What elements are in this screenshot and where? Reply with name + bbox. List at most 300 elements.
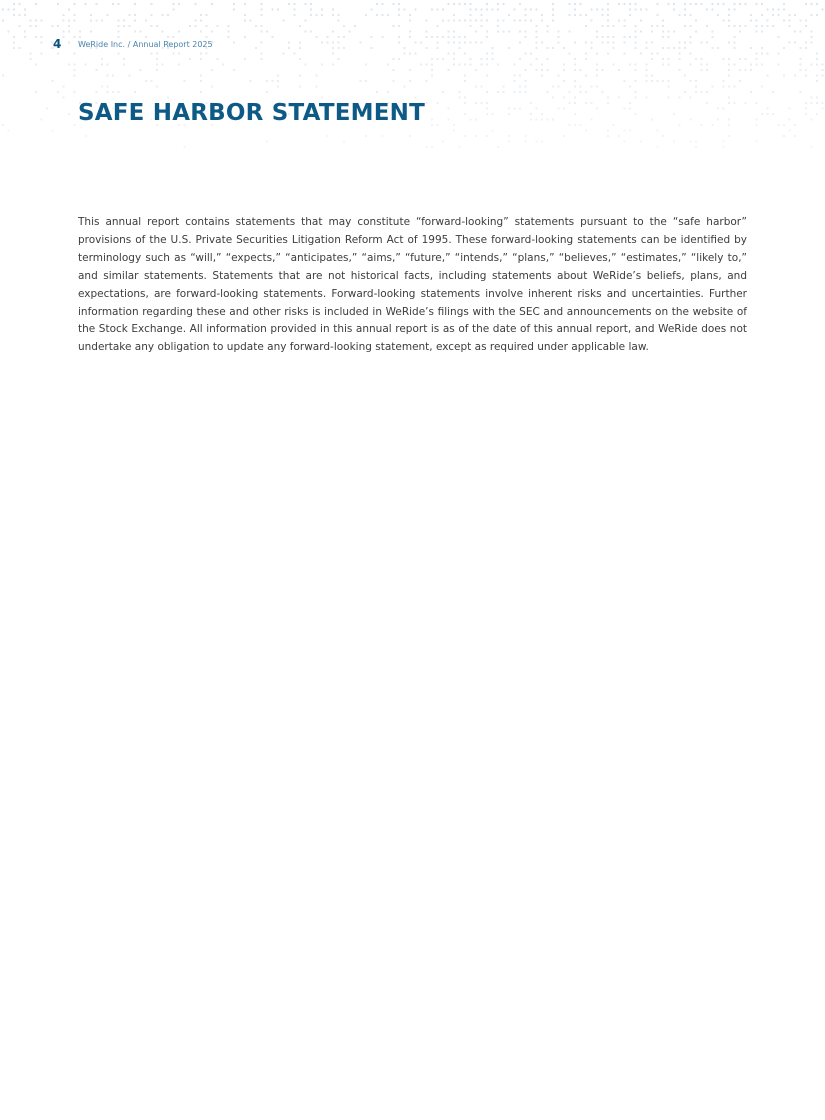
- pattern-dot: [756, 25, 758, 27]
- pattern-dot: [761, 3, 763, 5]
- pattern-dot: [811, 42, 813, 44]
- pattern-dot: [486, 91, 488, 93]
- pattern-dot: [514, 64, 516, 66]
- pattern-dot: [277, 75, 279, 77]
- pattern-dot: [706, 42, 708, 44]
- pattern-dot: [668, 86, 670, 88]
- pattern-dot: [244, 3, 246, 5]
- pattern-dot: [343, 25, 345, 27]
- pattern-dot: [734, 42, 736, 44]
- pattern-dot: [206, 25, 208, 27]
- pattern-dot: [739, 3, 741, 5]
- pattern-dot: [173, 3, 175, 5]
- pattern-dot: [822, 69, 824, 71]
- pattern-dot: [767, 75, 769, 77]
- pattern-dot: [46, 108, 48, 110]
- pattern-dot: [19, 3, 21, 5]
- pattern-dot: [398, 58, 400, 60]
- pattern-dot: [68, 9, 70, 11]
- pattern-dot: [783, 3, 785, 5]
- pattern-dot: [536, 9, 538, 11]
- pattern-dot: [816, 58, 818, 60]
- pattern-dot: [453, 58, 455, 60]
- pattern-dot: [464, 80, 466, 82]
- pattern-dot: [558, 42, 560, 44]
- pattern-dot: [481, 64, 483, 66]
- pattern-dot: [530, 102, 532, 104]
- pattern-dot: [442, 9, 444, 11]
- pattern-dot: [387, 64, 389, 66]
- pattern-dot: [332, 14, 334, 16]
- pattern-dot: [486, 113, 488, 115]
- pattern-dot: [448, 108, 450, 110]
- pattern-dot: [134, 31, 136, 33]
- pattern-dot: [486, 20, 488, 22]
- pattern-dot: [547, 69, 549, 71]
- pattern-dot: [673, 113, 675, 115]
- pattern-dot: [629, 9, 631, 11]
- pattern-dot: [294, 53, 296, 55]
- pattern-dot: [580, 86, 582, 88]
- pattern-dot: [805, 25, 807, 27]
- pattern-dot: [657, 146, 659, 148]
- pattern-dot: [728, 97, 730, 99]
- pattern-dot: [134, 20, 136, 22]
- pattern-dot: [195, 20, 197, 22]
- pattern-dot: [574, 97, 576, 99]
- pattern-dot: [134, 3, 136, 5]
- pattern-dot: [68, 25, 70, 27]
- pattern-dot: [563, 97, 565, 99]
- pattern-dot: [481, 86, 483, 88]
- pattern-dot: [629, 14, 631, 16]
- pattern-dot: [448, 20, 450, 22]
- pattern-dot: [541, 75, 543, 77]
- pattern-dot: [85, 3, 87, 5]
- pattern-dot: [211, 69, 213, 71]
- pattern-dot: [481, 9, 483, 11]
- pattern-dot: [750, 14, 752, 16]
- pattern-dot: [651, 25, 653, 27]
- pattern-dot: [811, 102, 813, 104]
- pattern-dot: [673, 3, 675, 5]
- pattern-dot: [695, 80, 697, 82]
- pattern-dot: [783, 135, 785, 137]
- pattern-dot: [321, 64, 323, 66]
- pattern-dot: [794, 135, 796, 137]
- pattern-dot: [453, 124, 455, 126]
- pattern-dot: [453, 64, 455, 66]
- pattern-dot: [668, 97, 670, 99]
- pattern-dot: [629, 86, 631, 88]
- pattern-dot: [624, 141, 626, 143]
- pattern-dot: [591, 119, 593, 121]
- pattern-dot: [767, 25, 769, 27]
- pattern-dot: [497, 91, 499, 93]
- pattern-dot: [695, 20, 697, 22]
- pattern-dot: [464, 135, 466, 137]
- pattern-dot: [585, 53, 587, 55]
- pattern-dot: [569, 31, 571, 33]
- pattern-dot: [200, 31, 202, 33]
- pattern-dot: [822, 102, 824, 104]
- pattern-dot: [332, 53, 334, 55]
- pattern-dot: [800, 47, 802, 49]
- pattern-dot: [508, 31, 510, 33]
- pattern-dot: [679, 124, 681, 126]
- pattern-dot: [107, 64, 109, 66]
- pattern-dot: [514, 9, 516, 11]
- pattern-dot: [420, 42, 422, 44]
- pattern-dot: [156, 69, 158, 71]
- pattern-dot: [63, 20, 65, 22]
- pattern-dot: [514, 108, 516, 110]
- pattern-dot: [657, 53, 659, 55]
- pattern-dot: [668, 3, 670, 5]
- pattern-dot: [19, 25, 21, 27]
- pattern-dot: [805, 20, 807, 22]
- pattern-dot: [261, 31, 263, 33]
- pattern-dot: [728, 124, 730, 126]
- pattern-dot: [525, 20, 527, 22]
- pattern-dot: [712, 47, 714, 49]
- pattern-dot: [156, 25, 158, 27]
- pattern-dot: [338, 20, 340, 22]
- pattern-dot: [574, 86, 576, 88]
- pattern-dot: [189, 25, 191, 27]
- pattern-dot: [332, 47, 334, 49]
- pattern-dot: [151, 53, 153, 55]
- pattern-dot: [701, 91, 703, 93]
- pattern-dot: [123, 20, 125, 22]
- pattern-dot: [800, 64, 802, 66]
- pattern-dot: [761, 31, 763, 33]
- pattern-dot: [756, 31, 758, 33]
- pattern-dot: [459, 47, 461, 49]
- pattern-dot: [734, 86, 736, 88]
- pattern-dot: [475, 69, 477, 71]
- pattern-dot: [607, 3, 609, 5]
- pattern-dot: [662, 58, 664, 60]
- pattern-dot: [624, 80, 626, 82]
- pattern-dot: [613, 64, 615, 66]
- pattern-dot: [123, 58, 125, 60]
- pattern-dot: [668, 36, 670, 38]
- pattern-dot: [415, 53, 417, 55]
- pattern-dot: [800, 20, 802, 22]
- pattern-dot: [646, 69, 648, 71]
- pattern-dot: [728, 14, 730, 16]
- pattern-dot: [805, 47, 807, 49]
- pattern-dot: [63, 14, 65, 16]
- section-title: SAFE HARBOR STATEMENT: [78, 100, 425, 126]
- pattern-dot: [299, 42, 301, 44]
- pattern-dot: [552, 14, 554, 16]
- pattern-dot: [453, 20, 455, 22]
- pattern-dot: [789, 42, 791, 44]
- pattern-dot: [85, 64, 87, 66]
- pattern-dot: [695, 146, 697, 148]
- pattern-dot: [261, 3, 263, 5]
- pattern-dot: [706, 9, 708, 11]
- pattern-dot: [794, 42, 796, 44]
- pattern-dot: [200, 80, 202, 82]
- pattern-dot: [800, 69, 802, 71]
- pattern-dot: [376, 3, 378, 5]
- pattern-dot: [728, 135, 730, 137]
- pattern-dot: [761, 113, 763, 115]
- pattern-dot: [382, 135, 384, 137]
- pattern-dot: [569, 124, 571, 126]
- pattern-dot: [41, 119, 43, 121]
- pattern-dot: [657, 130, 659, 132]
- pattern-dot: [756, 64, 758, 66]
- pattern-dot: [558, 31, 560, 33]
- pattern-dot: [387, 91, 389, 93]
- pattern-dot: [635, 47, 637, 49]
- pattern-dot: [442, 58, 444, 60]
- pattern-dot: [508, 135, 510, 137]
- pattern-dot: [602, 14, 604, 16]
- pattern-dot: [717, 14, 719, 16]
- pattern-dot: [646, 80, 648, 82]
- pattern-dot: [426, 146, 428, 148]
- pattern-dot: [728, 20, 730, 22]
- pattern-dot: [288, 42, 290, 44]
- pattern-dot: [756, 102, 758, 104]
- pattern-dot: [789, 14, 791, 16]
- pattern-dot: [217, 25, 219, 27]
- pattern-dot: [112, 91, 114, 93]
- pattern-dot: [200, 91, 202, 93]
- pattern-dot: [343, 141, 345, 143]
- pattern-dot: [541, 64, 543, 66]
- pattern-dot: [233, 69, 235, 71]
- pattern-dot: [266, 141, 268, 143]
- pattern-dot: [772, 25, 774, 27]
- pattern-dot: [547, 91, 549, 93]
- pattern-dot: [74, 124, 76, 126]
- pattern-dot: [673, 31, 675, 33]
- pattern-dot: [662, 80, 664, 82]
- pattern-dot: [470, 42, 472, 44]
- pattern-dot: [585, 91, 587, 93]
- pattern-dot: [393, 3, 395, 5]
- pattern-dot: [277, 86, 279, 88]
- pattern-dot: [679, 58, 681, 60]
- pattern-dot: [464, 42, 466, 44]
- pattern-dot: [519, 75, 521, 77]
- pattern-dot: [145, 20, 147, 22]
- pattern-dot: [35, 25, 37, 27]
- pattern-dot: [431, 119, 433, 121]
- pattern-dot: [794, 124, 796, 126]
- pattern-dot: [118, 20, 120, 22]
- pattern-dot: [503, 91, 505, 93]
- pattern-dot: [756, 53, 758, 55]
- pattern-dot: [415, 9, 417, 11]
- pattern-dot: [497, 3, 499, 5]
- pattern-dot: [244, 20, 246, 22]
- pattern-dot: [200, 20, 202, 22]
- pattern-dot: [816, 64, 818, 66]
- pattern-dot: [591, 86, 593, 88]
- pattern-dot: [332, 31, 334, 33]
- pattern-dot: [310, 9, 312, 11]
- pattern-dot: [613, 25, 615, 27]
- pattern-dot: [585, 58, 587, 60]
- pattern-dot: [728, 42, 730, 44]
- pattern-dot: [657, 14, 659, 16]
- pattern-dot: [13, 9, 15, 11]
- pattern-dot: [530, 113, 532, 115]
- pattern-dot: [635, 80, 637, 82]
- pattern-dot: [310, 14, 312, 16]
- pattern-dot: [811, 3, 813, 5]
- pattern-dot: [497, 25, 499, 27]
- pattern-dot: [574, 42, 576, 44]
- pattern-dot: [591, 47, 593, 49]
- pattern-dot: [13, 3, 15, 5]
- pattern-dot: [651, 58, 653, 60]
- pattern-dot: [266, 91, 268, 93]
- pattern-dot: [624, 42, 626, 44]
- pattern-dot: [486, 36, 488, 38]
- pattern-dot: [607, 53, 609, 55]
- pattern-dot: [118, 91, 120, 93]
- pattern-dot: [305, 20, 307, 22]
- pattern-dot: [706, 102, 708, 104]
- pattern-dot: [508, 113, 510, 115]
- pattern-dot: [574, 113, 576, 115]
- pattern-dot: [178, 31, 180, 33]
- pattern-dot: [360, 80, 362, 82]
- pattern-dot: [470, 9, 472, 11]
- pattern-dot: [134, 14, 136, 16]
- pattern-dot: [475, 9, 477, 11]
- pattern-dot: [486, 64, 488, 66]
- pattern-dot: [57, 91, 59, 93]
- pattern-dot: [789, 20, 791, 22]
- pattern-dot: [591, 9, 593, 11]
- pattern-dot: [811, 64, 813, 66]
- pattern-dot: [519, 86, 521, 88]
- pattern-dot: [272, 9, 274, 11]
- pattern-dot: [437, 58, 439, 60]
- pattern-dot: [475, 86, 477, 88]
- pattern-dot: [332, 64, 334, 66]
- pattern-dot: [816, 80, 818, 82]
- pattern-dot: [376, 14, 378, 16]
- pattern-dot: [602, 69, 604, 71]
- pattern-dot: [387, 14, 389, 16]
- pattern-dot: [492, 130, 494, 132]
- pattern-dot: [805, 113, 807, 115]
- pattern-dot: [640, 20, 642, 22]
- pattern-dot: [2, 124, 4, 126]
- pattern-dot: [536, 141, 538, 143]
- pattern-dot: [52, 130, 54, 132]
- pattern-dot: [580, 3, 582, 5]
- pattern-dot: [767, 108, 769, 110]
- pattern-dot: [475, 42, 477, 44]
- pattern-dot: [2, 9, 4, 11]
- pattern-dot: [756, 3, 758, 5]
- pattern-dot: [673, 141, 675, 143]
- pattern-dot: [310, 3, 312, 5]
- pattern-dot: [426, 102, 428, 104]
- pattern-dot: [569, 14, 571, 16]
- pattern-dot: [244, 36, 246, 38]
- pattern-dot: [745, 25, 747, 27]
- pattern-dot: [96, 20, 98, 22]
- pattern-dot: [129, 14, 131, 16]
- pattern-dot: [547, 119, 549, 121]
- pattern-dot: [140, 31, 142, 33]
- pattern-dot: [635, 31, 637, 33]
- pattern-dot: [481, 25, 483, 27]
- pattern-dot: [800, 31, 802, 33]
- pattern-dot: [156, 53, 158, 55]
- pattern-dot: [459, 36, 461, 38]
- pattern-dot: [393, 58, 395, 60]
- pattern-dot: [695, 31, 697, 33]
- pattern-dot: [541, 141, 543, 143]
- pattern-dot: [206, 14, 208, 16]
- pattern-dot: [470, 3, 472, 5]
- pattern-dot: [398, 25, 400, 27]
- pattern-dot: [706, 64, 708, 66]
- pattern-dot: [107, 75, 109, 77]
- pattern-dot: [541, 14, 543, 16]
- running-title: WeRide Inc. / Annual Report 2025: [78, 39, 213, 49]
- pattern-dot: [640, 141, 642, 143]
- pattern-dot: [13, 36, 15, 38]
- pattern-dot: [321, 97, 323, 99]
- pattern-dot: [734, 3, 736, 5]
- pattern-dot: [547, 47, 549, 49]
- pattern-dot: [492, 53, 494, 55]
- pattern-dot: [651, 31, 653, 33]
- pattern-dot: [211, 86, 213, 88]
- pattern-dot: [552, 86, 554, 88]
- pattern-dot: [822, 108, 824, 110]
- pattern-dot: [437, 47, 439, 49]
- pattern-dot: [431, 124, 433, 126]
- pattern-dot: [382, 3, 384, 5]
- pattern-dot: [118, 3, 120, 5]
- pattern-dot: [437, 25, 439, 27]
- pattern-dot: [305, 64, 307, 66]
- pattern-dot: [96, 91, 98, 93]
- page-number: 4: [53, 37, 62, 51]
- pattern-dot: [679, 97, 681, 99]
- pattern-dot: [739, 31, 741, 33]
- pattern-dot: [393, 80, 395, 82]
- pattern-dot: [365, 14, 367, 16]
- pattern-dot: [464, 113, 466, 115]
- pattern-dot: [453, 130, 455, 132]
- pattern-dot: [563, 80, 565, 82]
- pattern-dot: [651, 42, 653, 44]
- pattern-dot: [453, 3, 455, 5]
- pattern-dot: [552, 9, 554, 11]
- pattern-dot: [74, 20, 76, 22]
- pattern-dot: [448, 3, 450, 5]
- pattern-dot: [574, 9, 576, 11]
- pattern-dot: [8, 31, 10, 33]
- pattern-dot: [426, 64, 428, 66]
